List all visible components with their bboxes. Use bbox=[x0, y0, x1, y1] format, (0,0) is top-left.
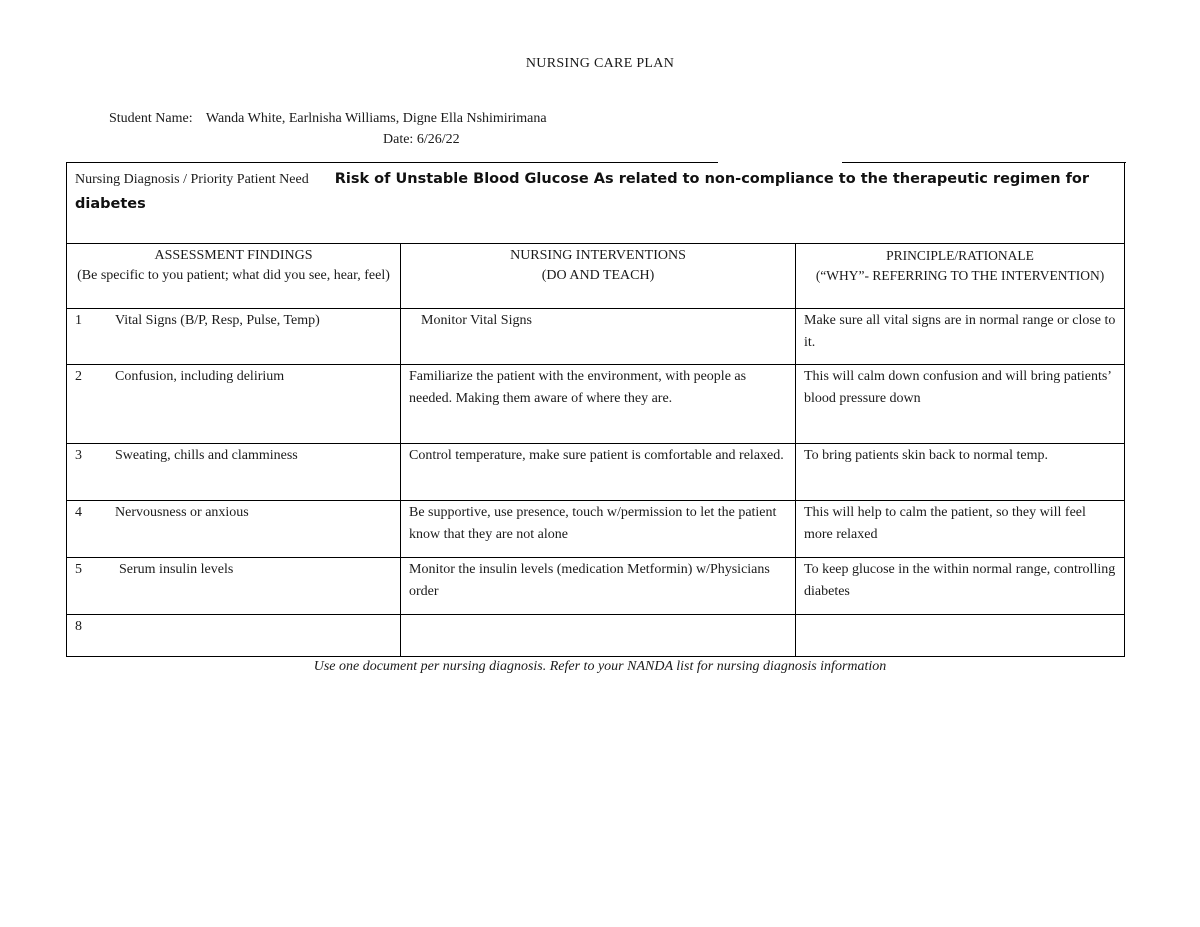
rationale-text: To keep glucose in the within normal range, controlling diabetes bbox=[804, 562, 1116, 599]
rationale-cell bbox=[796, 309, 1125, 365]
finding-text: Sweating, chills and clamminess bbox=[115, 448, 298, 463]
rationale-header-sub: (“WHY”- REFERRING TO THE INTERVENTION) bbox=[815, 268, 1105, 283]
rationale-cell bbox=[796, 558, 1125, 615]
intervention-text: Familiarize the patient with the environment, with people as needed. Making them aware of where they are. bbox=[409, 369, 747, 406]
footer-note: Use one document per nursing diagnosis. Refer to your NANDA list for nursing diagnosis information bbox=[313, 659, 887, 674]
finding-cell bbox=[67, 365, 401, 444]
rationale-text: This will help to calm the patient, so they will feel more relaxed bbox=[804, 505, 1086, 542]
finding-text: Vital Signs (B/P, Resp, Pulse, Temp) bbox=[115, 313, 320, 328]
row-number: 8 bbox=[75, 619, 82, 634]
intervention-cell bbox=[401, 365, 796, 444]
diagnosis-top-border-left bbox=[66, 162, 718, 163]
interventions-header-sub: (DO AND TEACH) bbox=[541, 268, 655, 283]
row-number: 1 bbox=[75, 313, 82, 328]
rationale-cell bbox=[796, 615, 1125, 657]
row-number: 5 bbox=[75, 562, 82, 577]
rationale-cell bbox=[796, 365, 1125, 444]
rationale-cell bbox=[796, 501, 1125, 558]
finding-text: Nervousness or anxious bbox=[115, 505, 249, 520]
interventions-header-title: NURSING INTERVENTIONS bbox=[510, 248, 686, 263]
row-number: 2 bbox=[75, 369, 82, 384]
interventions-header bbox=[401, 244, 796, 309]
intervention-text: Be supportive, use presence, touch w/permission to let the patient know that they are not alone bbox=[409, 505, 777, 542]
row-number: 4 bbox=[75, 505, 82, 520]
intervention-cell bbox=[401, 309, 796, 365]
rationale-text: To bring patients skin back to normal temp. bbox=[804, 448, 1048, 463]
table-row bbox=[67, 309, 1125, 365]
table-row bbox=[67, 558, 1125, 615]
diagnosis-value: Risk of Unstable Blood Glucose As related to non-compliance to the therapeutic regimen for diabetes bbox=[75, 171, 1090, 212]
intervention-cell bbox=[401, 444, 796, 501]
assessment-header-title: ASSESSMENT FINDINGS bbox=[154, 248, 313, 263]
row-number: 3 bbox=[75, 448, 82, 463]
finding-cell bbox=[67, 558, 401, 615]
table-row bbox=[67, 365, 1125, 444]
finding-cell bbox=[67, 309, 401, 365]
table-row bbox=[67, 615, 1125, 657]
finding-cell bbox=[67, 615, 401, 657]
intervention-text: Control temperature, make sure patient is comfortable and relaxed. bbox=[409, 448, 784, 463]
assessment-header-sub: (Be specific to you patient; what did you see, hear, feel) bbox=[77, 268, 390, 283]
rationale-header-title: PRINCIPLE/RATIONALE bbox=[886, 248, 1034, 263]
header-row bbox=[67, 244, 1125, 309]
rationale-cell bbox=[796, 444, 1125, 501]
care-plan-table bbox=[66, 163, 1125, 657]
rationale-text: This will calm down confusion and will bring patients’ blood pressure down bbox=[804, 369, 1111, 406]
table-row bbox=[67, 501, 1125, 558]
intervention-cell bbox=[401, 615, 796, 657]
student-name-line bbox=[109, 111, 547, 127]
date-line: Date: 6/26/22 bbox=[383, 132, 460, 147]
intervention-cell bbox=[401, 501, 796, 558]
student-name-label: Student Name: bbox=[109, 111, 193, 126]
rationale-header bbox=[796, 244, 1125, 309]
diagnosis-cell bbox=[67, 163, 1125, 244]
assessment-header bbox=[67, 244, 401, 309]
finding-text: Confusion, including delirium bbox=[115, 369, 285, 384]
rationale-text: Make sure all vital signs are in normal range or close to it. bbox=[804, 313, 1116, 350]
finding-cell bbox=[67, 444, 401, 501]
intervention-text: Monitor Vital Signs bbox=[421, 313, 532, 328]
finding-text: Serum insulin levels bbox=[119, 562, 234, 577]
table-row bbox=[67, 444, 1125, 501]
intervention-cell bbox=[401, 558, 796, 615]
student-names: Wanda White, Earlnisha Williams, Digne Ella Nshimirimana bbox=[205, 111, 547, 126]
intervention-text: Monitor the insulin levels (medication Metformin) w/Physicians order bbox=[409, 562, 770, 599]
finding-cell bbox=[67, 501, 401, 558]
diagnosis-row bbox=[67, 163, 1125, 244]
diagnosis-label: Nursing Diagnosis / Priority Patient Need bbox=[75, 172, 309, 187]
diagnosis-top-border-right bbox=[842, 162, 1126, 163]
page-title: NURSING CARE PLAN bbox=[525, 56, 675, 71]
